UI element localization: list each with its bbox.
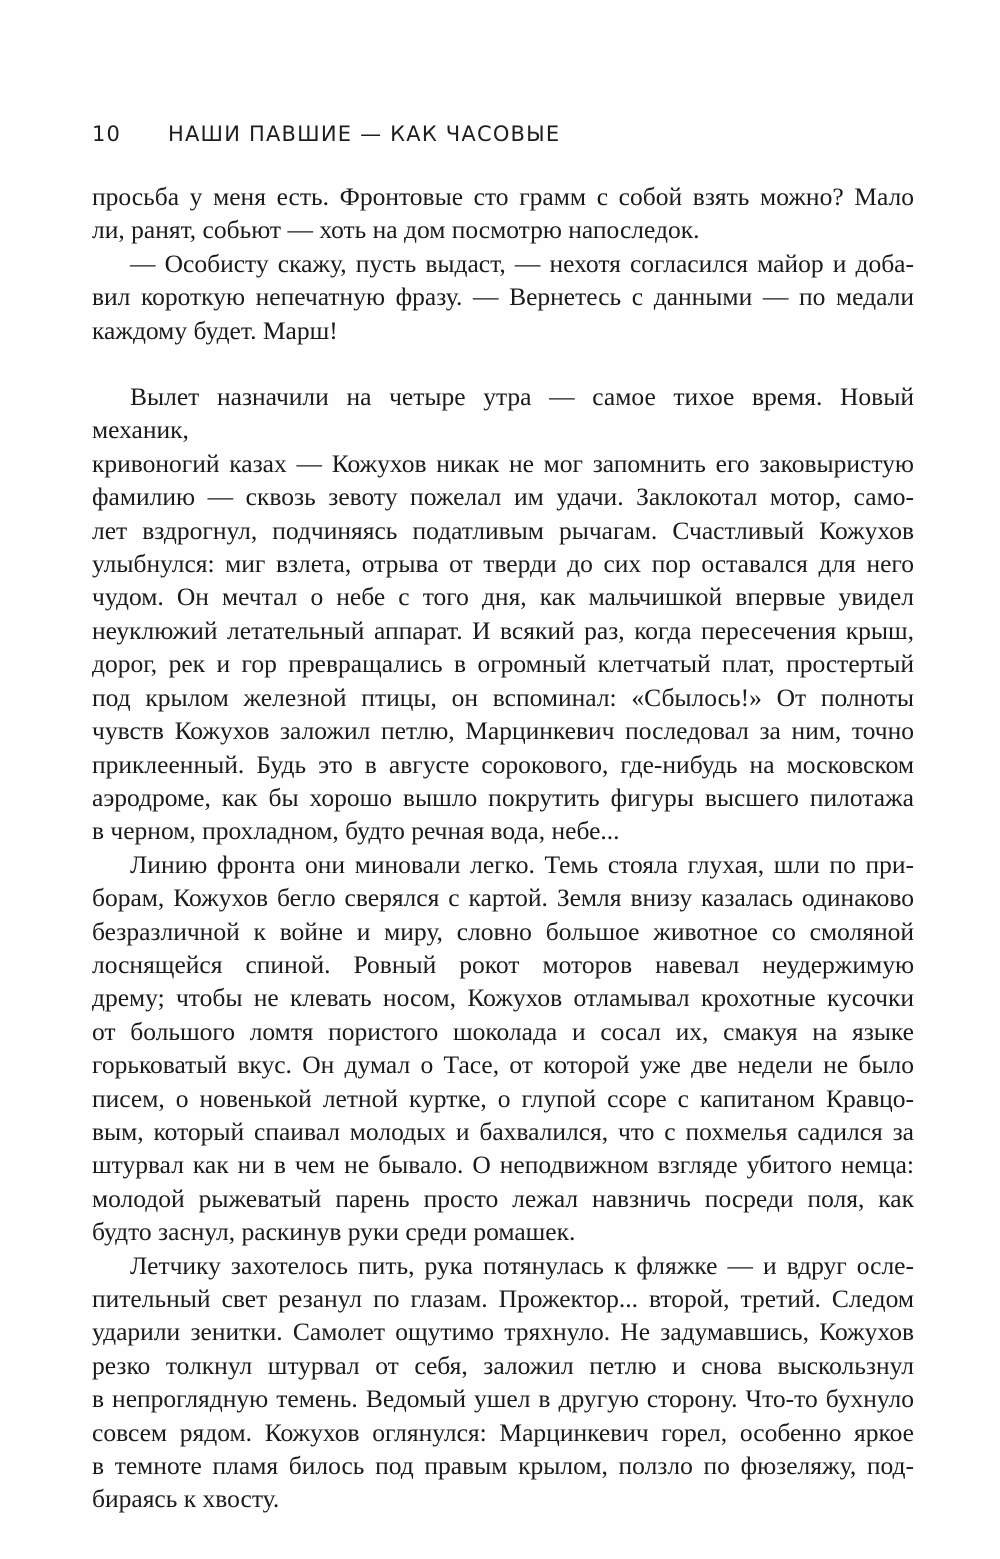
text-line: дрему; чтобы не клевать носом, Кожухов отламывал крохотные кусочки	[92, 983, 914, 1013]
text-line: ли, ранят, собьют — хоть на дом посмотрю напоследок.	[92, 215, 700, 245]
paragraph-5	[92, 1249, 914, 1516]
text-line: писем, о новенькой летной куртке, о глупой ссоре с капитаном Кравцо-	[92, 1083, 914, 1113]
text-line: штурвал как ни в чем не бывало. О неподвижном взгляде убитого немца:	[92, 1150, 914, 1180]
paragraph-4	[92, 848, 914, 1249]
text-line: бираясь к хвосту.	[92, 1484, 280, 1514]
text-line: улыбнулся: миг взлета, отрыва от тверди до сих пор оставался для него	[92, 549, 914, 579]
text-line: от большого ломтя пористого шоколада и сосал их, смакуя на языке	[92, 1016, 914, 1046]
text-line: ударили зенитки. Самолет ощутимо тряхнуло. Не задумавшись, Кожухов	[92, 1317, 914, 1347]
text-line: вил короткую непечатную фразу. — Вернетесь с данными — по медали	[92, 282, 914, 312]
text-line: чудом. Он мечтал о небе с того дня, как мальчишкой впервые увидел	[92, 582, 914, 612]
text-line: Линию фронта они миновали легко. Темь стояла глухая, шли по при-	[130, 849, 914, 879]
paragraph-3	[92, 380, 914, 848]
text-line: борам, Кожухов бегло сверялся с картой. Земля внизу казалась одинаково	[92, 883, 914, 913]
text-line: горьковатый вкус. Он думал о Тасе, от которой уже две недели не было	[92, 1050, 914, 1080]
book-title: НАШИ ПАВШИЕ — КАК ЧАСОВЫЕ	[168, 122, 561, 146]
text-line: приклеенный. Будь это в августе сорокового, где-нибудь на московском	[92, 749, 914, 779]
text-line: лоснящейся спиной. Ровный рокот моторов навевал неудержимую	[92, 949, 914, 979]
text-line: в черном, прохладном, будто речная вода, небе...	[92, 816, 620, 846]
text-line: совсем рядом. Кожухов оглянулся: Марцинкевич горел, особенно яркое	[92, 1417, 914, 1447]
page-number: 10	[92, 122, 122, 146]
text-line: аэродроме, как бы хорошо вышло покрутить фигуры высшего пилотажа	[92, 782, 914, 812]
text-line: в темноте пламя билось под правым крылом, ползло по фюзеляжу, под-	[92, 1451, 914, 1481]
text-line: — Особисту скажу, пусть выдаст, — нехотя согласился майор и доба-	[130, 248, 914, 278]
body-text	[92, 180, 914, 1516]
text-line: Летчику захотелось пить, рука потянулась к фляжке — и вдруг осле-	[130, 1250, 914, 1280]
text-line: неуклюжий летательный аппарат. И всякий раз, когда пересечения крыш,	[92, 615, 914, 645]
paragraph-2	[92, 247, 914, 347]
text-line: дорог, рек и гор превращались в огромный клетчатый плат, простертый	[92, 649, 914, 679]
text-line: под крылом железной птицы, он вспоминал: «Сбылось!» От полноты	[92, 682, 914, 712]
text-line: резко толкнул штурвал от себя, заложил петлю и снова выскользнул	[92, 1350, 914, 1380]
text-line: фамилию — сквозь зевоту пожелал им удачи. Заклокотал мотор, само-	[92, 482, 914, 512]
text-line: чувств Кожухов заложил петлю, Марцинкевич последовал за ним, точно	[92, 716, 914, 746]
text-line: кривоногий казах — Кожухов никак не мог запомнить его заковыристую	[92, 448, 914, 478]
section-break	[92, 347, 914, 380]
text-line: пительный свет резанул по глазам. Прожектор... второй, третий. Следом	[92, 1284, 914, 1313]
text-line: Вылет назначили на четыре утра — самое тихое время. Новый механик,	[92, 382, 914, 445]
text-line: в непроглядную темень. Ведомый ушел в другую сторону. Что-то бухнуло	[92, 1384, 914, 1414]
text-line: лет вздрогнул, подчиняясь податливым рычагам. Счастливый Кожухов	[92, 515, 914, 545]
text-line: просьба у меня есть. Фронтовые сто грамм с собой взять можно? Мало	[92, 182, 914, 211]
paragraph-1	[92, 180, 914, 247]
text-line: безразличной к войне и миру, словно большое животное со смоляной	[92, 916, 914, 946]
text-line: молодой рыжеватый парень просто лежал навзничь посреди поля, как	[92, 1183, 914, 1213]
text-line: будто заснул, раскинув руки среди ромашек.	[92, 1217, 576, 1247]
text-line: вым, который спаивал молодых и бахвалился, что с похмелья садился за	[92, 1116, 914, 1146]
text-line: каждому будет. Марш!	[92, 315, 338, 345]
running-head	[92, 122, 922, 162]
